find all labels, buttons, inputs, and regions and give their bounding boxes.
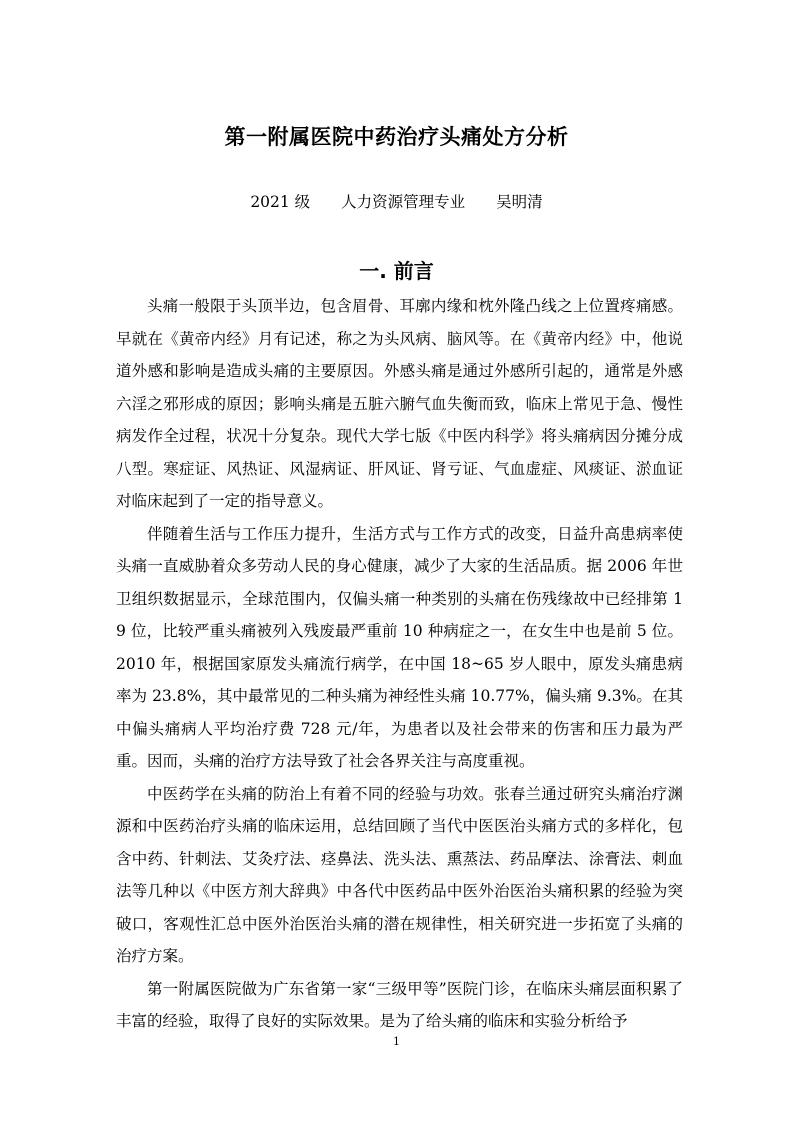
section-heading-introduction: 一. 前言 — [359, 259, 434, 283]
paragraph: 伴随着生活与工作压力提升，生活方式与工作方式的改变，日益升高患病率使头痛一直威胁着众多劳动人民的身心健康，减少了大家的生活品质。据 2006 年世卫组织数据显示，全球范围内，仅偏头痛一种类别的头痛在伤残缘故中已经排第 19 位，比较严重头痛被列入残废最严重前 10 种病症之一，在女生中也是前 5 位。2010 年，根据国家原发头痛流行病学，在中国 18~65 岁人眼中，原发头痛患病率为 23.8%，其中最常见的二种头痛为神经性头痛 10.77%，偏头痛 9.3%。在其中偏头痛病人平均治疗费 728 元/年，为患者以及社会带来的伤害和压力最为严重。因而，头痛的治疗方法导致了社会各界关注与高度重视。 — [116, 524, 683, 770]
paragraph: 中医药学在头痛的防治上有着不同的经验与功效。张春兰通过研究头痛治疗渊源和中医药治疗头痛的临床运用，总结回顾了当代中医医治头痛方式的多样化，包含中药、针刺法、艾灸疗法、痉鼻法、洗头法、熏蒸法、药品摩法、涂膏法、刺血法等几种以《中医方剂大辞典》中各代中医药品中医外治医治头痛积累的经验为突破口，客观性汇总中医外治医治头痛的潜在规律性，相关研究进一步拓宽了头痛的治疗方案。 — [116, 784, 683, 965]
document-body — [116, 290, 683, 1038]
document-title: 第一附属医院中药治疗头痛处方分析 — [224, 125, 569, 149]
page-number: 1 — [393, 1035, 400, 1048]
author-byline: 2021 级 人力资源管理专业 吴明清 — [250, 193, 543, 211]
paragraph: 第一附属医院做为广东省第一家“三级甲等”医院门诊，在临床头痛层面积累了丰富的经验，取得了良好的实际效果。是为了给头痛的临床和实验分析给予 — [116, 979, 683, 1030]
paragraph: 头痛一般限于头顶半边，包含眉骨、耳廓内缘和枕外隆凸线之上位置疼痛感。早就在《黄帝内经》月有记述，称之为头风病、脑风等。在《黄帝内经》中，他说道外感和影响是造成头痛的主要原因。外感头痛是通过外感所引起的，通常是外感六淫之邪形成的原因；影响头痛是五脏六腑气血失衡而致，临床上常见于急、慢性病发作全过程，状况十分复杂。现代大学七版《中医内科学》将头痛病因分摊分成八型。寒症证、风热证、风湿病证、肝风证、肾亏证、气血虚症、风痰证、淤血证对临床起到了一定的指导意义。 — [116, 297, 683, 510]
